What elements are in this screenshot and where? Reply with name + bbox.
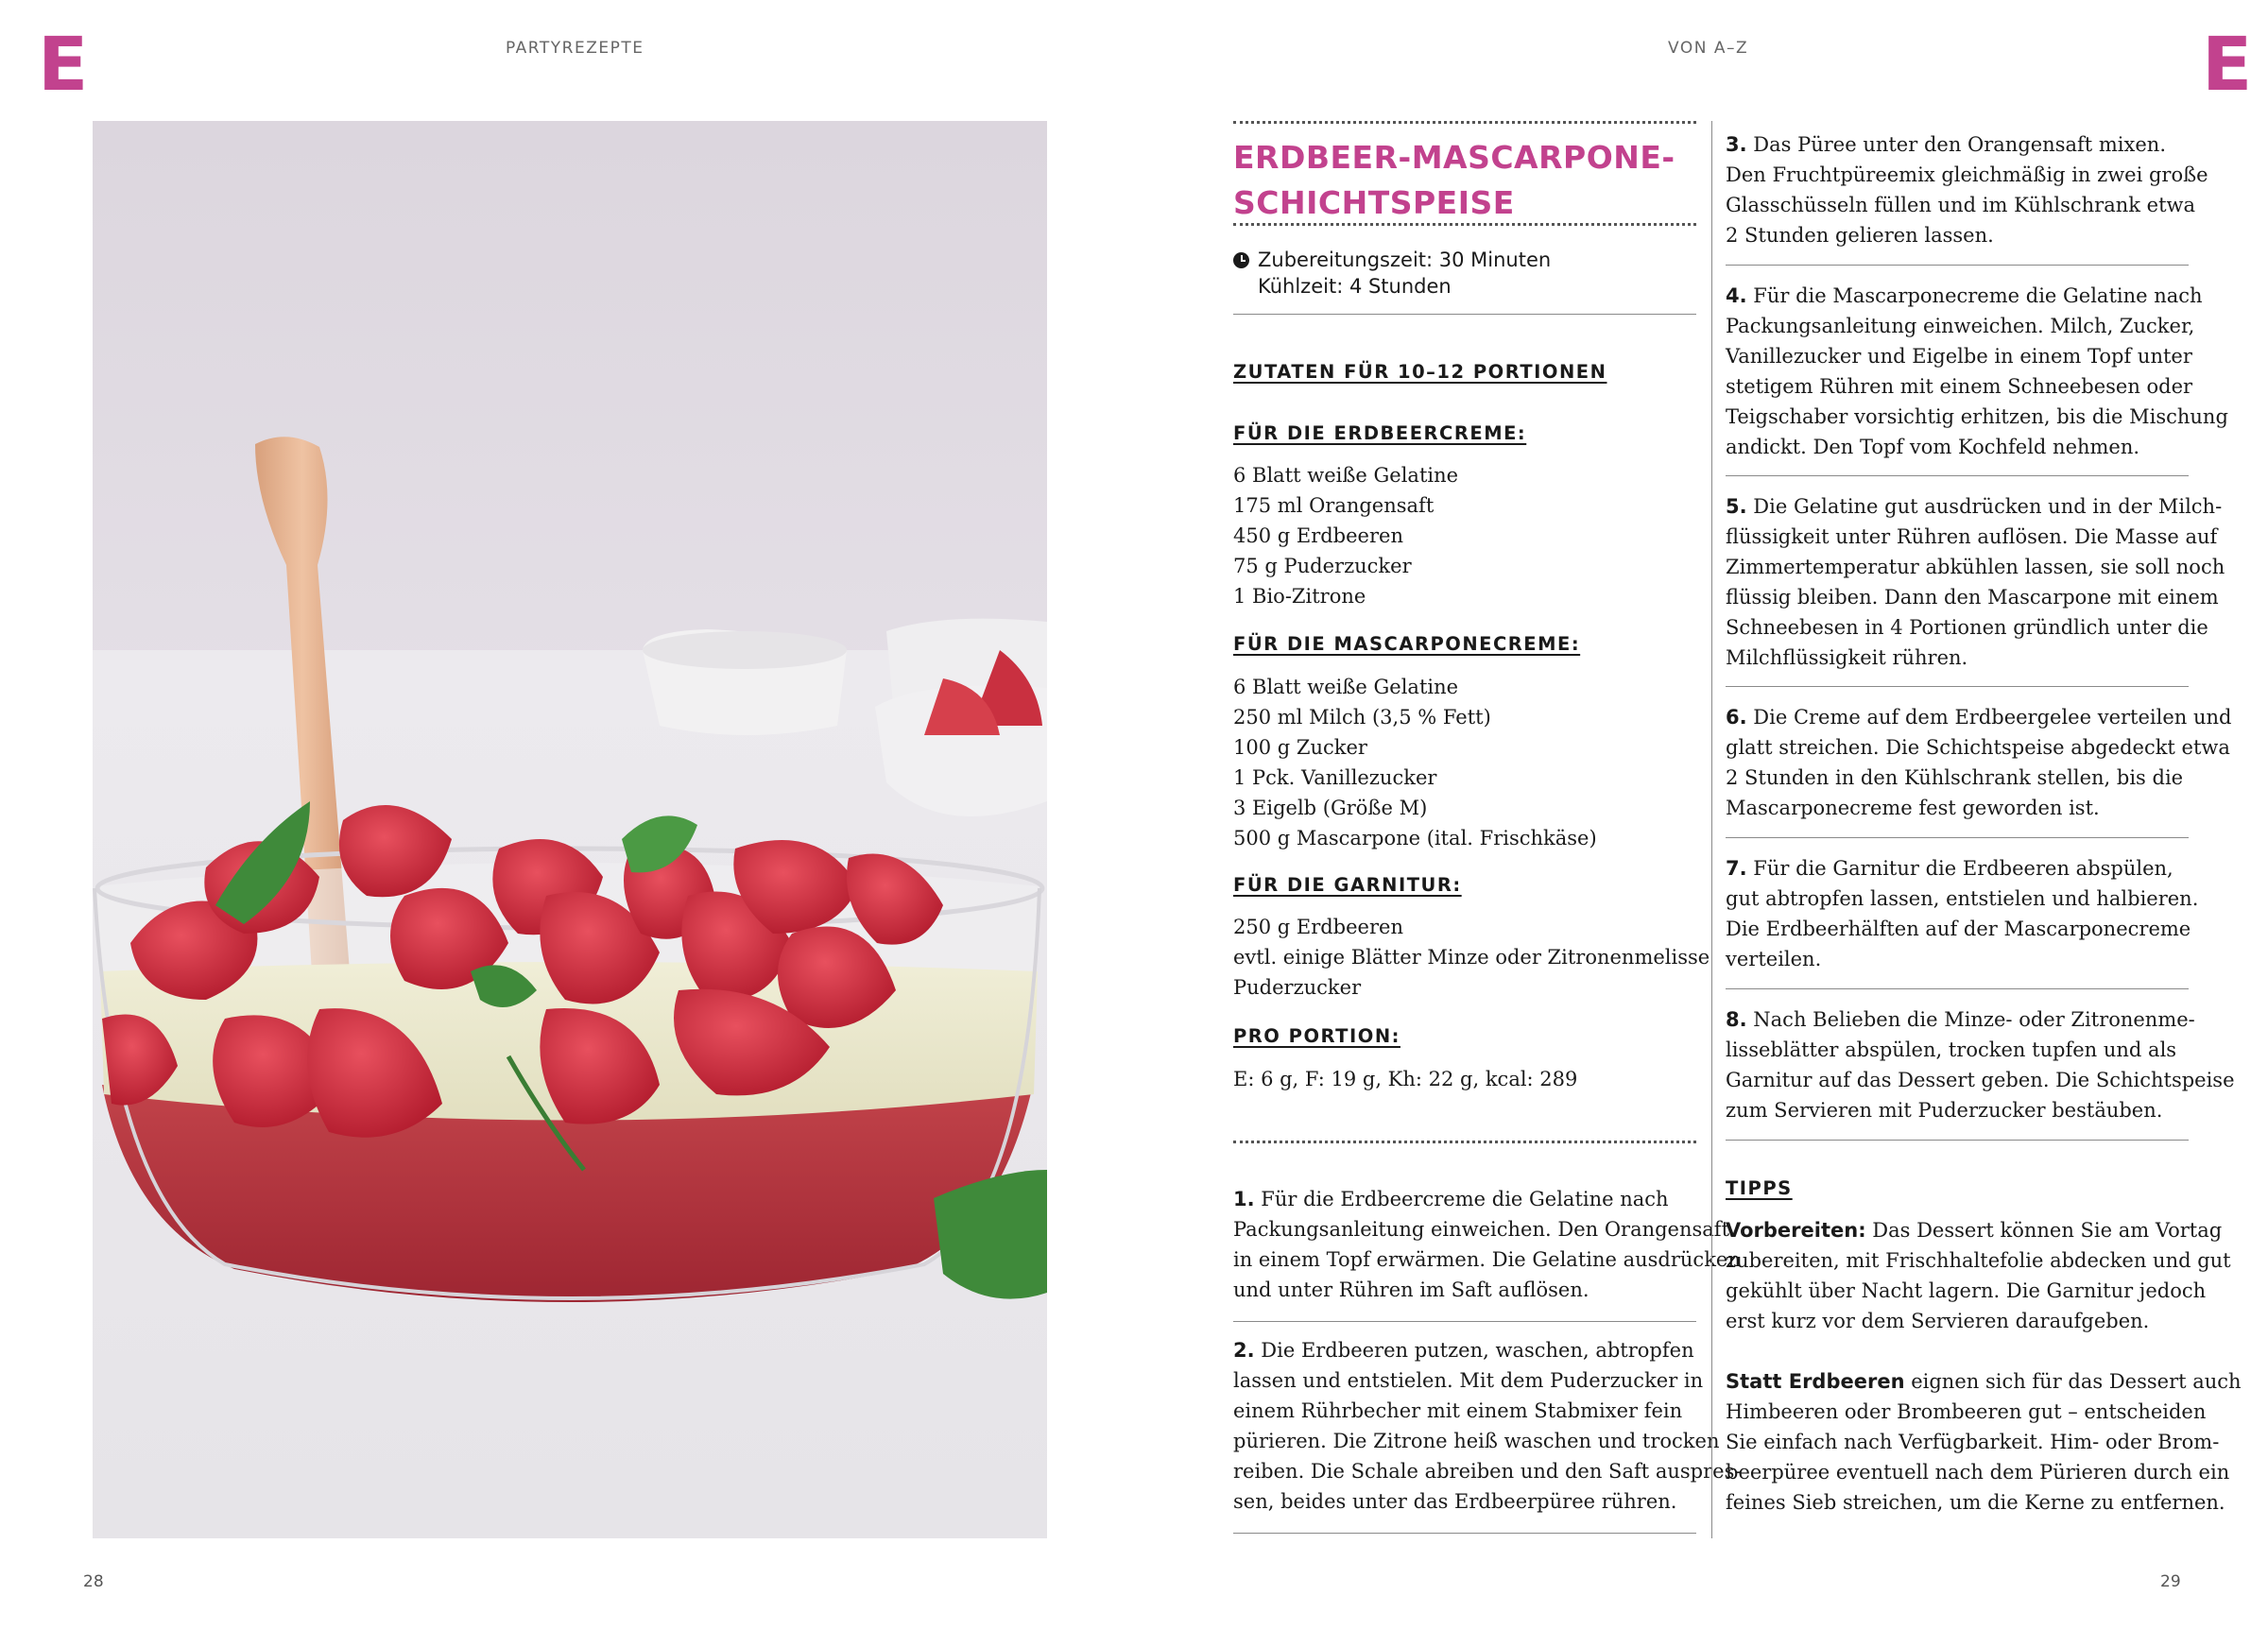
- ingredient-list: [1233, 672, 1597, 853]
- divider: [1233, 1321, 1696, 1322]
- running-head: VON A–Z: [1668, 39, 1749, 58]
- ingredient-item: 250 ml Milch (3,5 % Fett): [1233, 706, 1491, 729]
- divider: [1726, 686, 2189, 687]
- ingredient-item: 450 g Erdbeeren: [1233, 524, 1403, 547]
- divider-dotted: [1233, 1141, 1696, 1143]
- step-2: 2. Die Erdbeeren putzen, waschen, abtropfen lassen und entstielen. Mit dem Puderzucker in einem Rührbecher mit einem Stabmixer fein pürieren. Die Zitrone heiß waschen und trocken reiben. Die Schale abreiben und den Saft auspres- sen, beides unter das Erdbeerpüree rühren.: [1233, 1339, 1742, 1513]
- ingredient-item: evtl. einige Blätter Minze oder Zitronenmelisse: [1233, 946, 1710, 969]
- dessert-bowl-illustration: [93, 121, 1047, 1538]
- ingredient-item: 6 Blatt weiße Gelatine: [1233, 676, 1459, 698]
- step-8: 8. Nach Belieben die Minze- oder Zitronenme- lisseblätter abspülen, trocken tupfen und als Garnitur auf das Dessert geben. Die Schichtspeise zum Servieren mit Puderzucker bestäuben.: [1726, 1008, 2235, 1122]
- divider-dotted: [1233, 223, 1696, 226]
- step-7: 7. Für die Garnitur die Erdbeeren abspülen, gut abtropfen lassen, entstielen und halbieren. Die Erdbeerhälften auf der Mascarponecreme verteilen.: [1726, 857, 2199, 970]
- step-6: 6. Die Creme auf dem Erdbeergelee verteilen und glatt streichen. Die Schichtspeise abgedeckt etwa 2 Stunden in den Kühlschrank stellen, bis die Mascarponecreme fest geworden ist.: [1726, 706, 2232, 819]
- tip-alternative: Statt Erdbeeren eignen sich für das Dessert auch Himbeeren oder Brombeeren gut – entscheiden Sie einfach nach Verfügbarkeit. Him- oder Brom- beerpüree eventuell nach dem Pürieren durch ein feines Sieb streichen, um die Kerne zu entfernen.: [1726, 1370, 2242, 1514]
- divider: [1726, 475, 2189, 476]
- ingredient-list: [1233, 912, 1710, 1003]
- tips-heading: TIPPS: [1726, 1177, 1793, 1199]
- ingredient-item: 6 Blatt weiße Gelatine: [1233, 464, 1459, 487]
- ingredient-item: 3 Eigelb (Größe M): [1233, 797, 1428, 819]
- ingredient-item: 1 Pck. Vanillezucker: [1233, 766, 1437, 789]
- divider-dotted: [1233, 121, 1696, 124]
- ingredient-group-heading: FÜR DIE MASCARPONECREME:: [1233, 633, 1581, 655]
- section-tab-letter: E: [38, 23, 89, 108]
- recipe-photo: [93, 121, 1047, 1538]
- ingredient-item: 250 g Erdbeeren: [1233, 916, 1403, 938]
- divider: [1726, 837, 2189, 838]
- clock-icon: [1233, 252, 1249, 268]
- ingredient-group-heading: FÜR DIE GARNITUR:: [1233, 874, 1462, 896]
- ingredient-group-heading: FÜR DIE ERDBEERCREME:: [1233, 422, 1527, 444]
- servings-heading: ZUTATEN FÜR 10–12 PORTIONEN: [1233, 361, 1607, 383]
- divider: [1726, 1140, 2189, 1141]
- ingredient-item: Puderzucker: [1233, 976, 1362, 999]
- ingredient-item: 500 g Mascarpone (ital. Frischkäse): [1233, 827, 1597, 849]
- nutrition-heading: PRO PORTION:: [1233, 1025, 1400, 1047]
- page-number-left: 28: [83, 1572, 104, 1591]
- running-head: PARTYREZEPTE: [506, 39, 644, 58]
- ingredient-item: 100 g Zucker: [1233, 736, 1367, 759]
- step-3: 3. Das Püree unter den Orangensaft mixen. Den Fruchtpüreemix gleichmäßig in zwei große Glasschüsseln füllen und im Kühlschrank etwa 2 Stunden gelieren lassen.: [1726, 133, 2208, 247]
- divider: [1726, 265, 2189, 266]
- ingredient-item: 75 g Puderzucker: [1233, 555, 1412, 577]
- divider: [1726, 988, 2189, 989]
- nutrition-info: E: 6 g, F: 19 g, Kh: 22 g, kcal: 289: [1233, 1068, 1578, 1090]
- recipe-title: ERDBEER-MASCARPONE- SCHICHTSPEISE: [1233, 139, 1675, 221]
- step-1: 1. Für die Erdbeercreme die Gelatine nach Packungsanleitung einweichen. Den Orangensaft in einem Topf erwärmen. Die Gelatine ausdrücken und unter Rühren im Saft auflösen.: [1233, 1188, 1741, 1301]
- divider: [1233, 1533, 1696, 1534]
- divider: [1233, 314, 1696, 315]
- ingredient-list: [1233, 460, 1458, 611]
- section-tab-letter: E: [2202, 23, 2253, 108]
- page-number-right: 29: [2160, 1572, 2181, 1591]
- column-rule: [1711, 121, 1712, 1538]
- ingredient-item: 175 ml Orangensaft: [1233, 494, 1435, 517]
- time-info: Zubereitungszeit: 30 Minuten Kühlzeit: 4 Stunden: [1258, 249, 1552, 298]
- ingredient-item: 1 Bio-Zitrone: [1233, 585, 1366, 608]
- tip-prepare: Vorbereiten: Das Dessert können Sie am Vortag zubereiten, mit Frischhaltefolie abdecken und gut gekühlt über Nacht lagern. Die Garnitur jedoch erst kurz vor dem Servieren daraufgeben.: [1726, 1219, 2231, 1332]
- step-4: 4. Für die Mascarponecreme die Gelatine nach Packungsanleitung einweichen. Milch, Zucker, Vanillezucker und Eigelbe in einem Topf unter stetigem Rühren mit einem Schneebesen oder Teigschaber vorsichtig erhitzen, bis die Mischung andickt. Den Topf vom Kochfeld nehmen.: [1726, 284, 2228, 458]
- step-5: 5. Die Gelatine gut ausdrücken und in der Milch- flüssigkeit unter Rühren auflösen. Die Masse auf Zimmertemperatur abkühlen lassen, sie soll noch flüssig bleiben. Dann den Mascarpone mit einem Schneebesen in 4 Portionen gründlich unter die Milchflüssigkeit rühren.: [1726, 495, 2225, 669]
